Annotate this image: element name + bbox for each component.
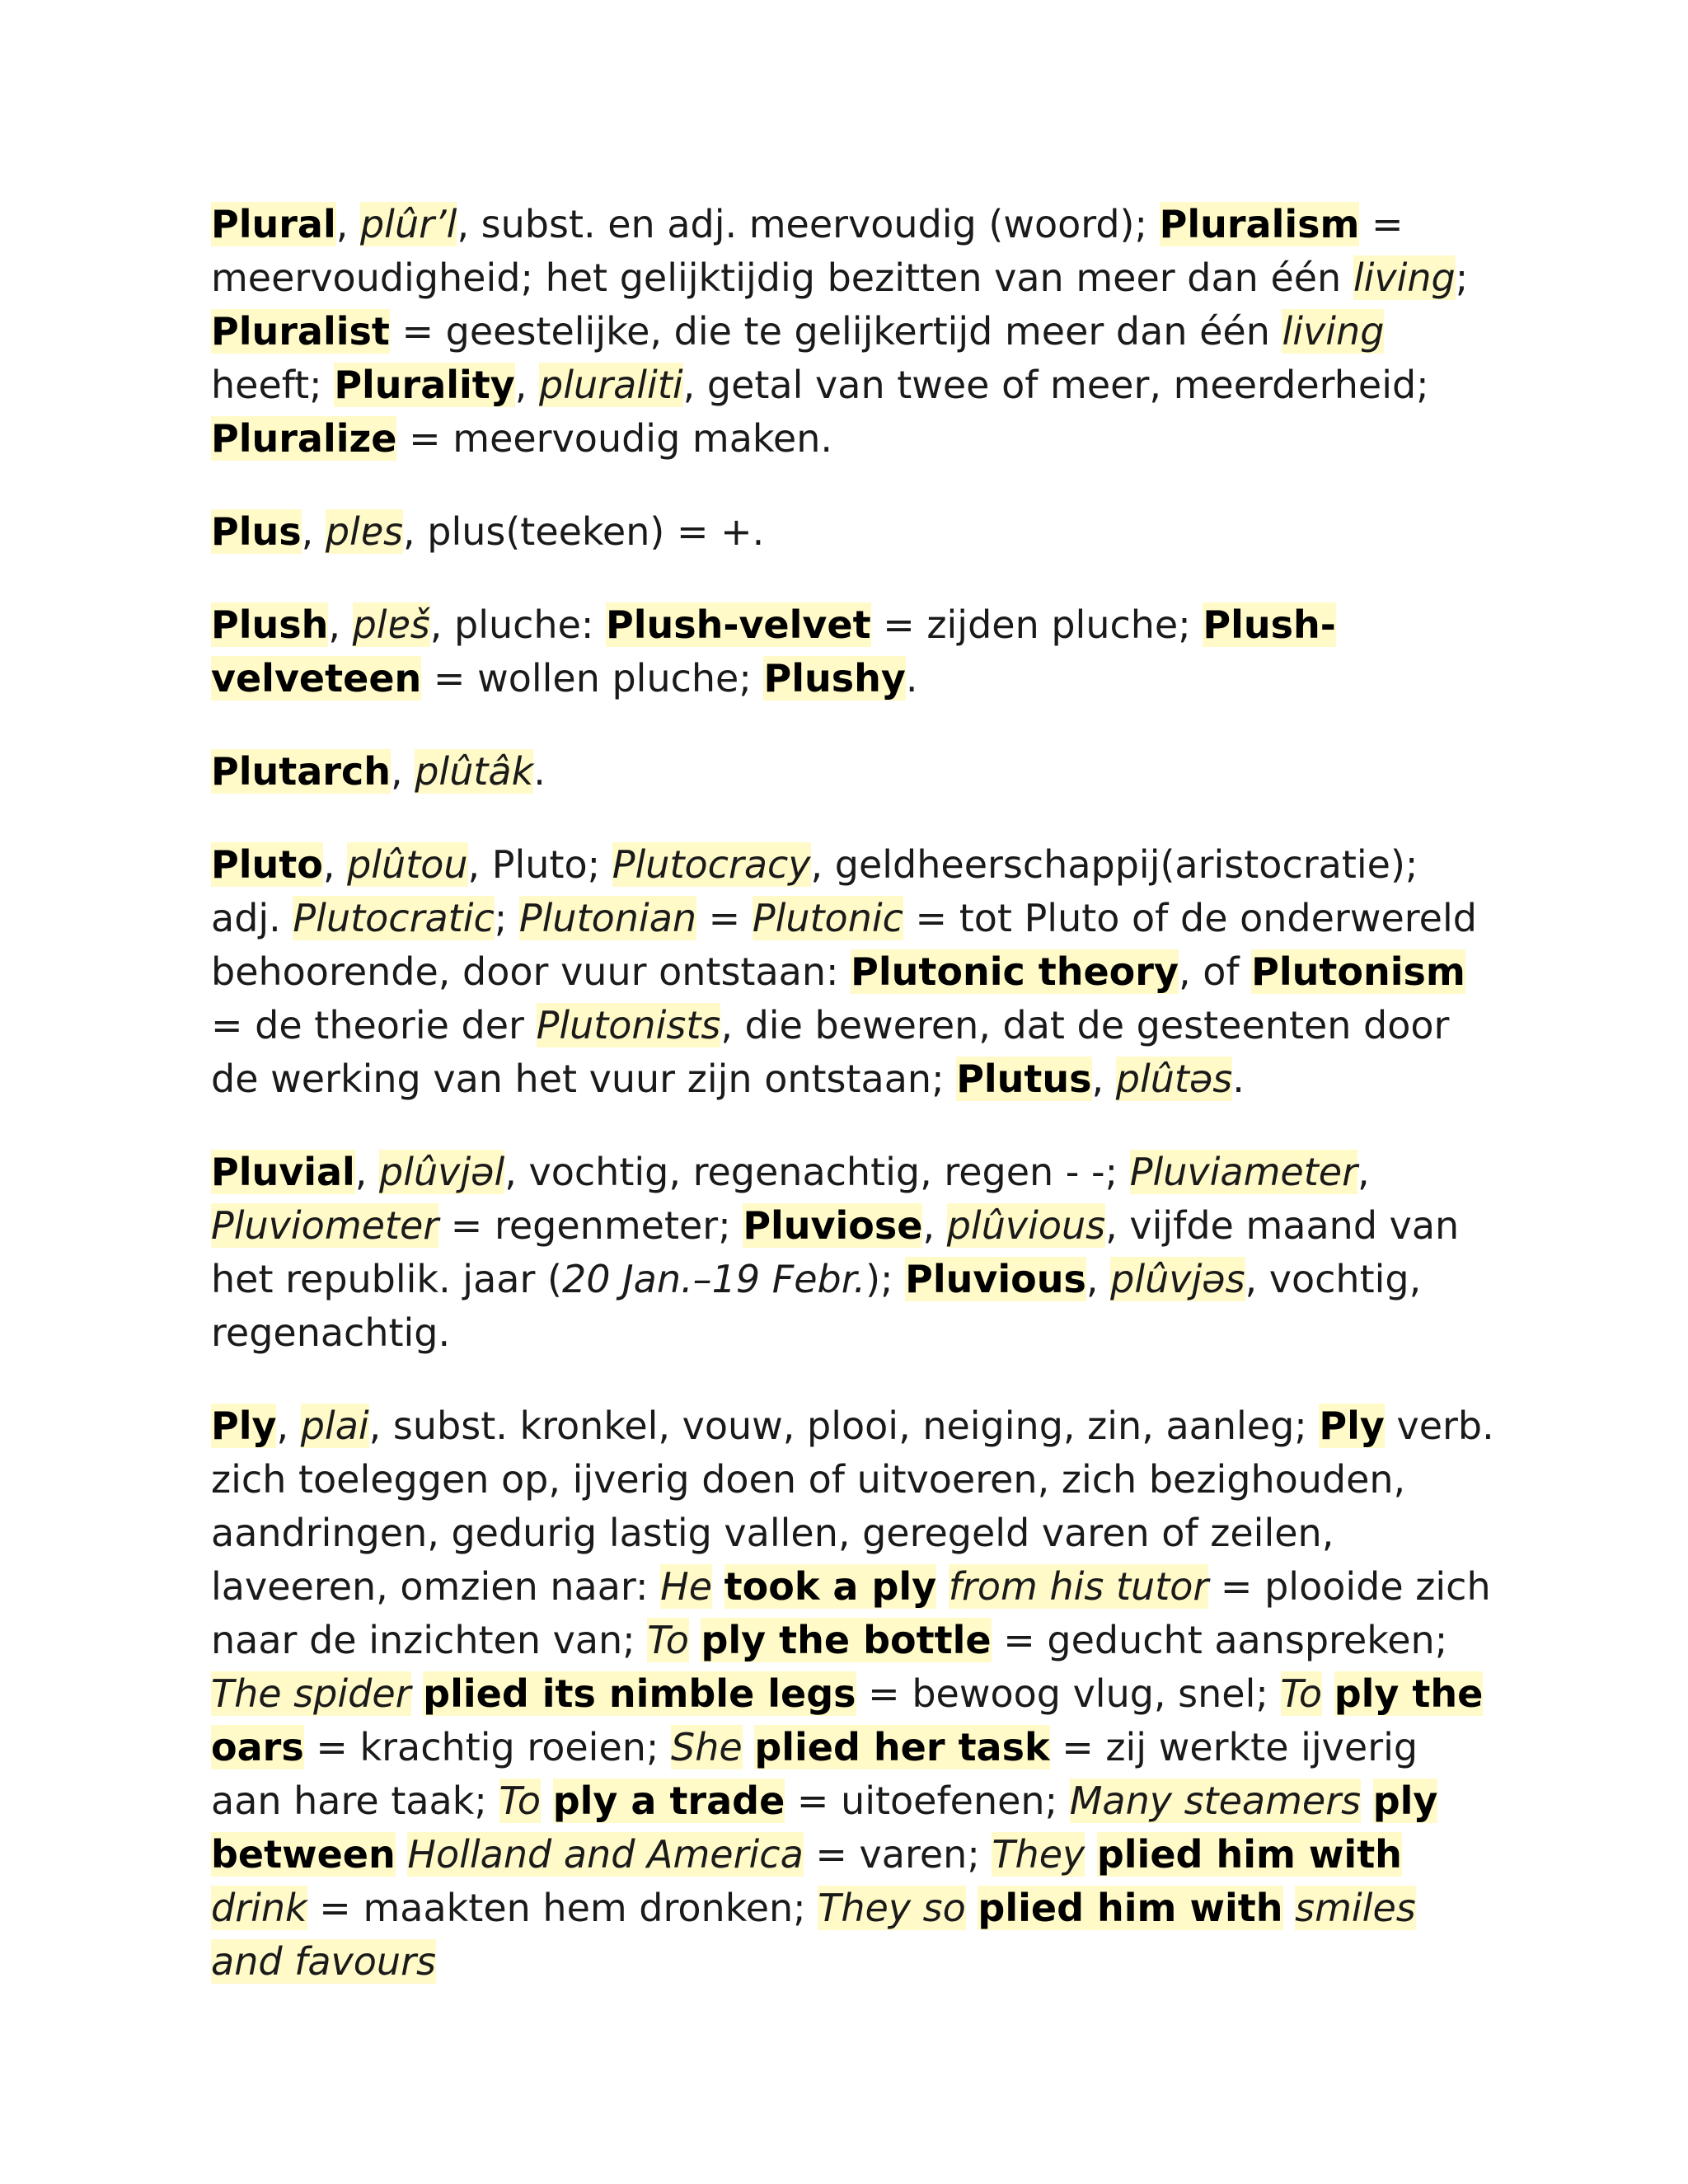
definition-text: = de theorie der <box>211 1003 537 1047</box>
definition-text <box>396 1832 408 1877</box>
entry-plutarch <box>211 745 1497 799</box>
definition-text <box>411 1671 424 1716</box>
definition-text: heeft; <box>211 363 335 407</box>
italic-term: Plutonic <box>752 896 903 940</box>
definition-text: , die beweren, dat de gesteenten door de werking van het vuur zijn ontstaan; <box>211 1003 1450 1101</box>
definition-text: = geducht aanspreken; <box>991 1618 1448 1662</box>
headword: ply a trade <box>552 1779 785 1823</box>
headword: Pluralist <box>211 309 390 354</box>
entry-plush <box>211 598 1497 705</box>
italic-term: They <box>992 1832 1085 1877</box>
definition-text <box>1283 1886 1296 1930</box>
definition-text: = wollen pluche; <box>421 656 764 701</box>
definition-text <box>689 1618 701 1662</box>
definition-text: , pluche: <box>429 602 606 647</box>
italic-term: plûtou <box>347 842 468 887</box>
headword: Plush <box>211 602 329 647</box>
dictionary-page <box>211 198 1497 2028</box>
entry-pluvial <box>211 1146 1497 1360</box>
definition-text <box>1085 1832 1097 1877</box>
headword: Plutonism <box>1251 949 1465 994</box>
definition-text: , Pluto; <box>467 842 612 887</box>
headword: Plutonic theory <box>851 949 1179 994</box>
definition-text: = zij werkte ijverig aan hare taak; <box>211 1725 1418 1823</box>
italic-date: 20 Jan.–19 Febr. <box>561 1257 866 1301</box>
definition-text: = bewoog vlug, snel; <box>856 1671 1281 1716</box>
italic-term: from his tutor <box>948 1564 1209 1609</box>
headword: plied him with <box>1096 1832 1402 1877</box>
italic-term: Many steamers <box>1069 1779 1362 1823</box>
definition-text <box>1322 1671 1334 1716</box>
definition-text: , plus(teeken) = +. <box>403 509 765 554</box>
definition-text: = meervoudig maken. <box>396 416 832 461</box>
definition-text: , <box>1091 1057 1116 1101</box>
definition-text: . <box>533 749 546 794</box>
italic-term: plûvjəs <box>1110 1257 1245 1301</box>
italic-term: plɐs <box>325 509 403 554</box>
headword: Plutus <box>956 1057 1092 1101</box>
italic-term: Holland and America <box>407 1832 804 1877</box>
definition-text: , <box>514 363 540 407</box>
italic-term: Pluviometer <box>211 1203 439 1248</box>
headword: plied him with <box>978 1886 1283 1930</box>
definition-text: , <box>390 749 415 794</box>
definition-text: , of <box>1178 949 1252 994</box>
italic-term: Plutonian <box>518 896 697 940</box>
italic-term: plai <box>300 1404 369 1448</box>
definition-text: = regenmeter; <box>438 1203 743 1248</box>
definition-text: , geldheerschappij(aristocratie); adj. <box>211 842 1418 940</box>
definition-text <box>541 1779 553 1823</box>
italic-term: To <box>647 1618 689 1662</box>
definition-text: = uitoefenen; <box>785 1779 1070 1823</box>
definition-text: , <box>922 1203 947 1248</box>
entry-plural <box>211 198 1497 466</box>
headword: Plutarch <box>211 749 391 794</box>
headword: plied her task <box>754 1725 1050 1769</box>
headword: Pluto <box>211 842 323 887</box>
definition-text: , <box>301 509 326 554</box>
headword: Pluvial <box>211 1150 355 1194</box>
definition-text: = plooide zich naar de inzichten van; <box>211 1564 1491 1662</box>
italic-term: plûtəs <box>1115 1057 1233 1101</box>
italic-term: Plutonists <box>536 1003 721 1047</box>
definition-text: = maakten hem dronken; <box>307 1886 818 1930</box>
definition-text <box>712 1564 724 1609</box>
headword: Plurality <box>334 363 515 407</box>
definition-text: , <box>276 1404 301 1448</box>
definition-text: , subst. kronkel, vouw, plooi, neiging, zin, aanleg; <box>368 1404 1320 1448</box>
italic-term: To <box>1280 1671 1323 1716</box>
definition-text: , vochtig, regenachtig, regen - -; <box>504 1150 1130 1194</box>
definition-text: = geestelijke, die te gelijkertijd meer dan één <box>389 309 1282 354</box>
definition-text: = zijden pluche; <box>870 602 1203 647</box>
definition-text: . <box>1232 1057 1245 1101</box>
definition-text: = tot Pluto of de onderwereld behoorende, door vuur ontstaan: <box>211 896 1477 994</box>
italic-term: He <box>660 1564 712 1609</box>
definition-text: , <box>1085 1257 1111 1301</box>
headword: Pluralism <box>1159 202 1360 246</box>
headword: Plural <box>211 202 336 246</box>
definition-text: , <box>328 602 353 647</box>
definition-text: ); <box>865 1257 906 1301</box>
entry-pluto <box>211 838 1497 1106</box>
headword: plied its nimble legs <box>423 1671 856 1716</box>
definition-text: ; <box>1455 255 1469 300</box>
definition-text: , getal van twee of meer, meerderheid; <box>682 363 1429 407</box>
italic-term: plɐš <box>352 602 430 647</box>
definition-text <box>966 1886 978 1930</box>
definition-text <box>1361 1779 1373 1823</box>
headword: ply the oars <box>211 1671 1484 1769</box>
definition-text: , <box>322 842 348 887</box>
italic-term: plûvjəl <box>379 1150 505 1194</box>
italic-term: plûvious <box>946 1203 1106 1248</box>
headword: Plushy <box>763 656 906 701</box>
definition-text: , <box>335 202 360 246</box>
italic-term: Plutocratic <box>293 896 495 940</box>
italic-term: To <box>499 1779 542 1823</box>
definition-text <box>743 1725 755 1769</box>
italic-term: She <box>671 1725 743 1769</box>
definition-text: , subst. en adj. meervoudig (woord); <box>457 202 1160 246</box>
headword: took a ply <box>724 1564 937 1609</box>
italic-term: living <box>1353 255 1456 300</box>
definition-text: = varen; <box>803 1832 992 1877</box>
italic-term: pluraliti <box>539 363 683 407</box>
headword: Pluvious <box>905 1257 1086 1301</box>
headword: Pluralize <box>211 416 397 461</box>
entry-ply <box>211 1399 1497 1989</box>
definition-text: = meervoudigheid; het gelijktijdig bezitten van meer dan één <box>211 202 1404 300</box>
italic-term: Plutocracy <box>612 842 811 887</box>
italic-term: plûr’l <box>359 202 457 246</box>
definition-text: , <box>1357 1150 1370 1194</box>
definition-text: , <box>354 1150 380 1194</box>
italic-term: Pluviameter <box>1129 1150 1357 1194</box>
definition-text: = krachtig roeien; <box>303 1725 672 1769</box>
headword: ply between <box>211 1779 1438 1877</box>
headword: Pluviose <box>743 1203 923 1248</box>
italic-term: The spider <box>211 1671 411 1716</box>
italic-term: smiles and favours <box>211 1886 1416 1984</box>
headword: Plush-velveteen <box>211 602 1336 701</box>
entry-plus <box>211 505 1497 559</box>
definition-text: ; <box>494 896 519 940</box>
headword: Ply <box>211 1404 277 1448</box>
definition-text: . <box>905 656 918 701</box>
definition-text <box>936 1564 949 1609</box>
headword: Plus <box>211 509 302 554</box>
italic-term: plûtâk <box>415 749 534 794</box>
italic-term: living <box>1282 309 1385 354</box>
definition-text: , vochtig, regenachtig. <box>211 1257 1422 1355</box>
headword: Plush-velvet <box>606 602 871 647</box>
headword: Ply <box>1319 1404 1385 1448</box>
definition-text: verb. zich toeleggen op, ijverig doen of uitvoeren, zich bezighouden, aandringen, gedurig lastig vallen, geregeld varen of zeilen, laveeren, omzien naar: <box>211 1404 1494 1609</box>
headword: ply the bottle <box>701 1618 992 1662</box>
definition-text: = <box>696 896 753 940</box>
italic-term: They so <box>818 1886 966 1930</box>
italic-term: drink <box>211 1886 307 1930</box>
definition-text: , vijfde maand van het republik. jaar ( <box>211 1203 1460 1301</box>
